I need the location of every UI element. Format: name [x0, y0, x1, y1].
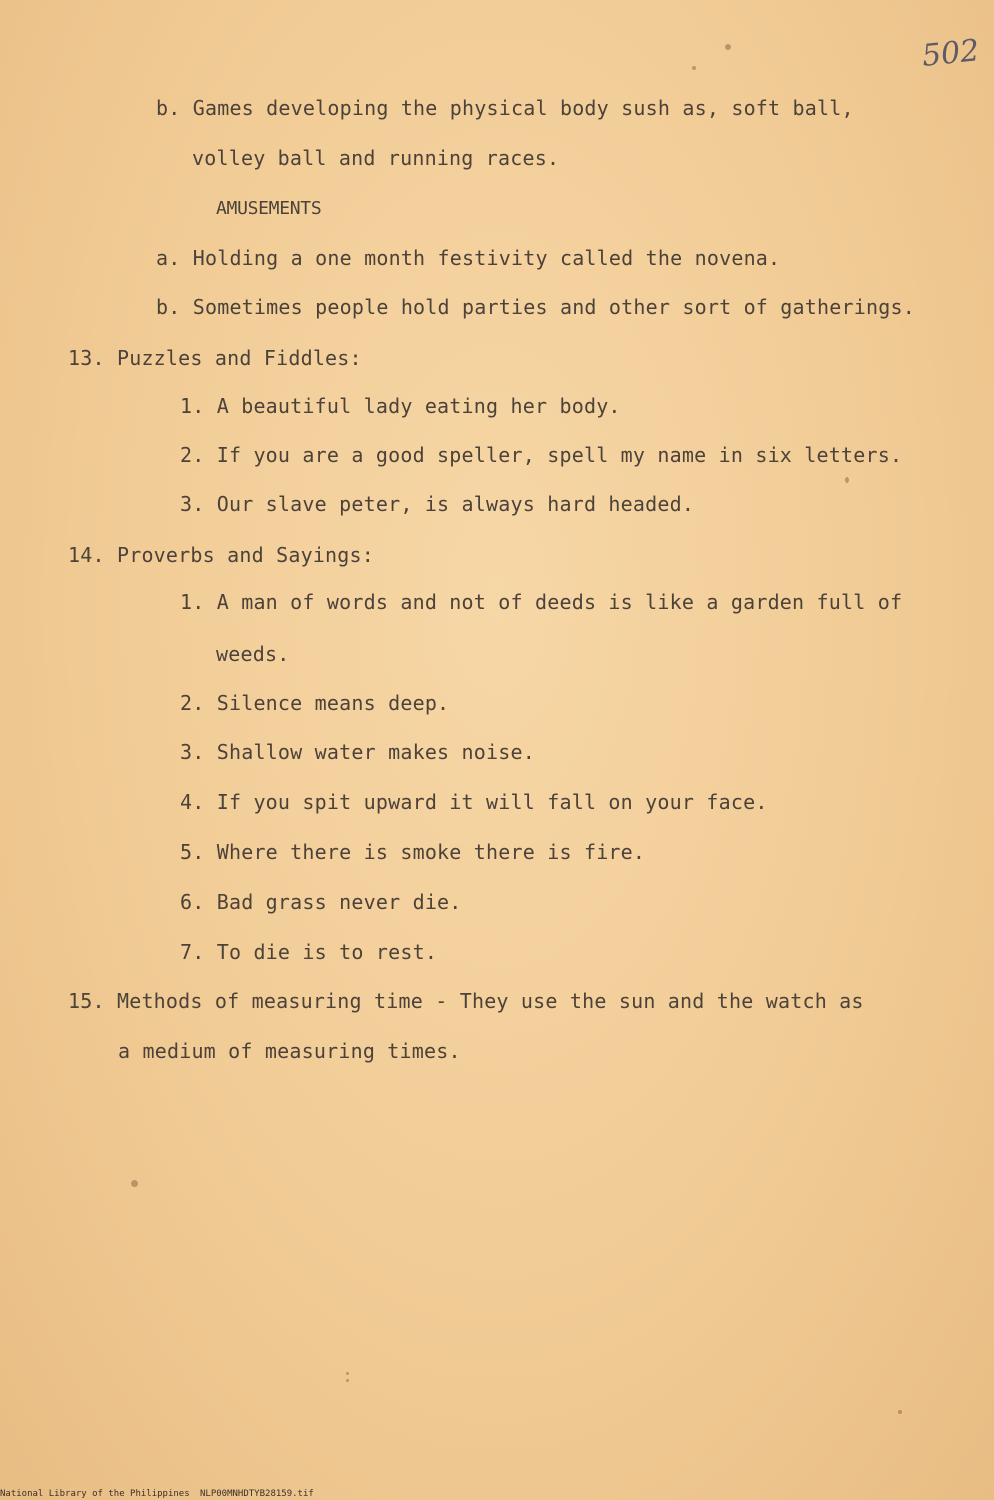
paper-speck [845, 477, 849, 483]
footer-library: National Library of the Philippines [0, 1489, 190, 1499]
list-item: 1. A beautiful lady eating her body. [180, 394, 621, 418]
paper-speck [346, 1379, 349, 1382]
paper-speck [898, 1410, 902, 1414]
text-line: a medium of measuring times. [118, 1039, 461, 1063]
list-item: 2. If you are a good speller, spell my name in six letters. [180, 443, 903, 467]
list-item: 4. If you spit upward it will fall on your face. [180, 790, 768, 814]
section-heading-puzzles: 13. Puzzles and Fiddles: [68, 346, 362, 370]
list-item: 6. Bad grass never die. [180, 890, 462, 914]
text-line: a. Holding a one month festivity called the novena. [156, 246, 781, 270]
list-item: 7. To die is to rest. [180, 940, 438, 964]
list-item: 2. Silence means deep. [180, 691, 450, 715]
paper-speck [725, 44, 731, 50]
text-line: b. Sometimes people hold parties and other sort of gatherings. [156, 295, 915, 319]
page-number: 502 [920, 33, 981, 74]
list-item: 1. A man of words and not of deeds is like a garden full of [180, 590, 903, 614]
list-item: 3. Shallow water makes noise. [180, 740, 535, 764]
text-line: b. Games developing the physical body sush as, soft ball, [156, 96, 854, 120]
list-item: 3. Our slave peter, is always hard headed. [180, 492, 695, 516]
section-heading-proverbs: 14. Proverbs and Sayings: [68, 543, 375, 567]
text-line: weeds. [216, 642, 290, 666]
section-heading-amusements: AMUSEMENTS [216, 198, 322, 219]
paper-speck [131, 1180, 138, 1187]
paper-speck [346, 1372, 349, 1375]
list-item: 5. Where there is smoke there is fire. [180, 840, 646, 864]
paper-speck [692, 66, 696, 70]
text-line: volley ball and running races. [192, 146, 560, 170]
footer-filename: NLP00MNHDTYB28159.tif [200, 1489, 314, 1499]
section-heading-measuring-time: 15. Methods of measuring time - They use the sun and the watch as [68, 989, 864, 1013]
